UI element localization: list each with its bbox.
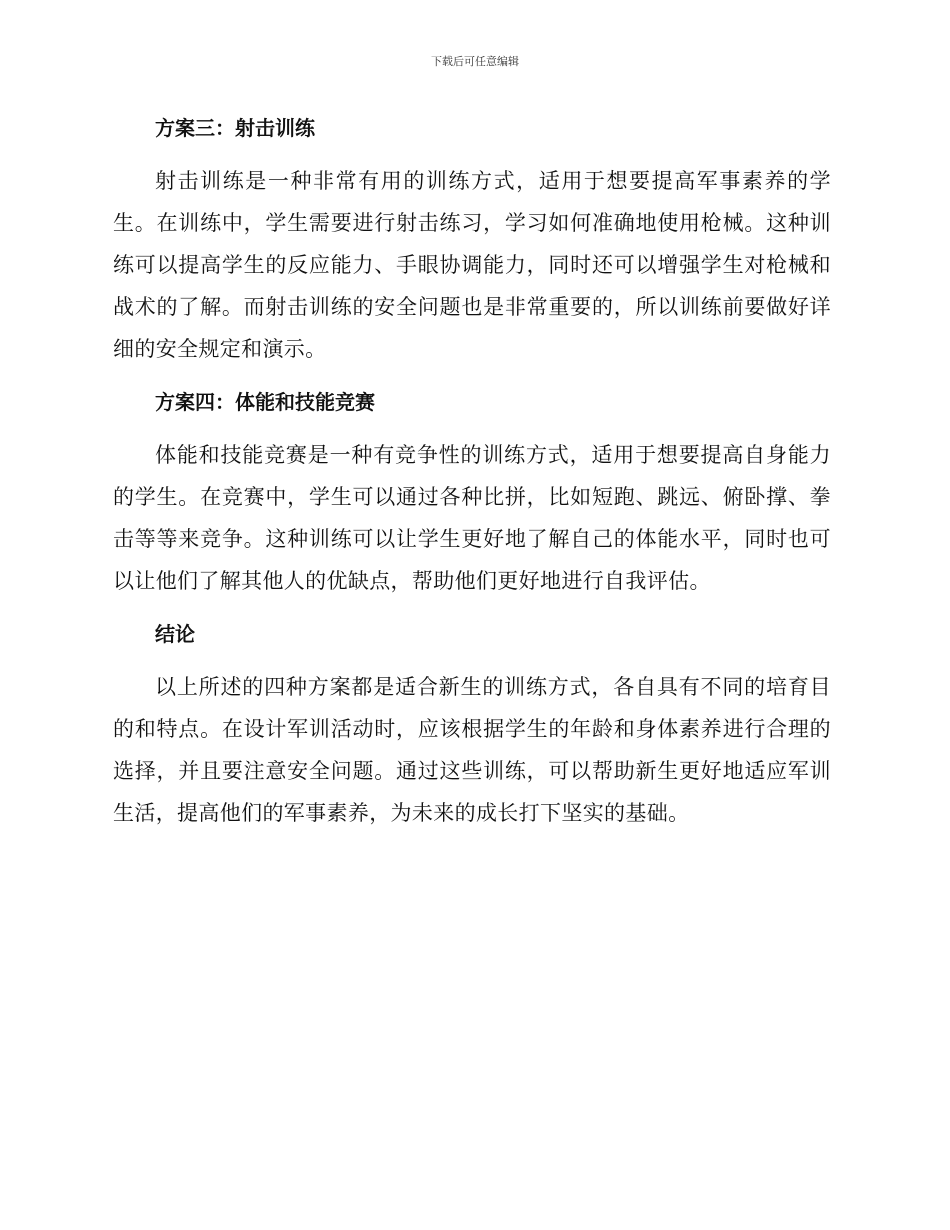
section-paragraph-fitness-competition: 体能和技能竞赛是一种有竞争性的训练方式，适用于想要提高自身能力的学生。在竞赛中，学生可以通过各种比拼，比如短跑、跳远、俯卧撑、拳击等等来竞争。这种训练可以让学生更好地了解自己的体能水平，同时也可以让他们了解其他人的优缺点，帮助他们更好地进行自我评估。 <box>113 443 831 593</box>
document-body <box>113 108 831 846</box>
section-paragraph-conclusion: 以上所述的四种方案都是适合新生的训练方式，各自具有不同的培育目的和特点。在设计军训活动时，应该根据学生的年龄和身体素养进行合理的选择，并且要注意安全问题。通过这些训练，可以帮助新生更好地适应军训生活，提高他们的军事素养，为未来的成长打下坚实的基础。 <box>113 675 831 825</box>
section-heading-fitness-competition: 方案四：体能和技能竞赛 <box>155 390 375 414</box>
section-heading-conclusion: 结论 <box>155 622 195 646</box>
section-heading-shooting-training: 方案三：射击训练 <box>155 116 315 140</box>
page-header: 下载后可任意编辑 <box>431 55 519 68</box>
section-paragraph-shooting-training: 射击训练是一种非常有用的训练方式，适用于想要提高军事素养的学生。在训练中，学生需要进行射击练习，学习如何准确地使用枪械。这种训练可以提高学生的反应能力、手眼协调能力，同时还可以增强学生对枪械和战术的了解。而射击训练的安全问题也是非常重要的，所以训练前要做好详细的安全规定和演示。 <box>113 169 831 361</box>
